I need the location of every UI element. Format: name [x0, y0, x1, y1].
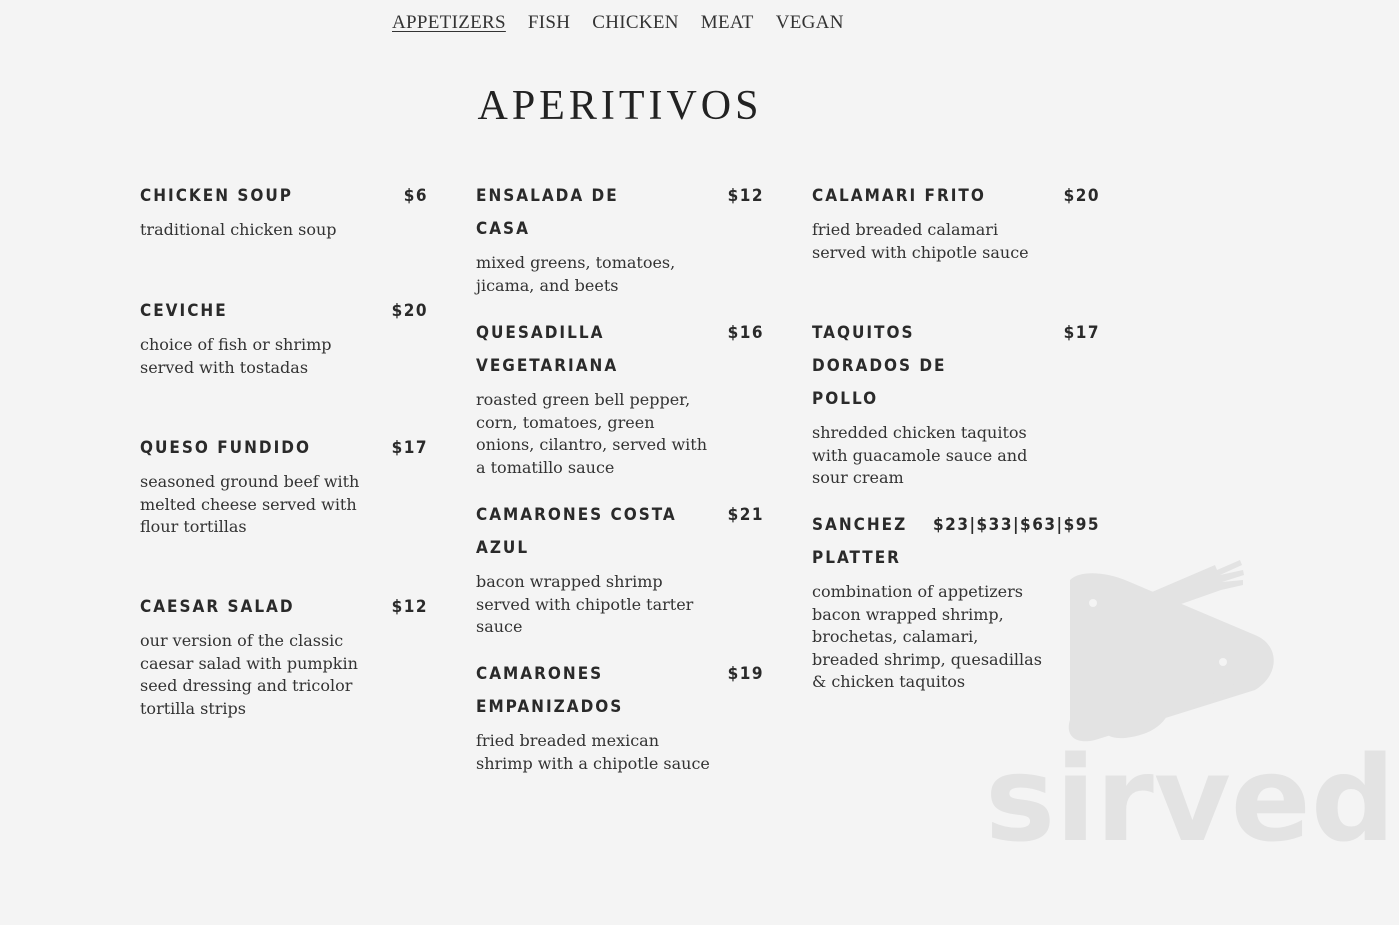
item-price: $17	[1063, 323, 1100, 343]
item-name: ENSALADA DE CASA	[476, 186, 619, 239]
item-price: $6	[403, 186, 428, 206]
item-name: CEVICHE	[140, 301, 228, 321]
item-price: $23|$33|$63|$95	[933, 515, 1100, 535]
item-name: CALAMARI FRITO	[812, 186, 986, 206]
item-price: $19	[727, 664, 764, 684]
menu-item	[140, 295, 428, 432]
item-description: fried breaded calamari served with chipotle sauce	[812, 220, 1029, 262]
menu-item	[812, 317, 1100, 509]
menu-item	[476, 180, 764, 317]
item-name: QUESO FUNDIDO	[140, 438, 311, 458]
item-description: seasoned ground beef with melted cheese served with flour tortillas	[140, 472, 360, 536]
section-title: APERITIVOS	[477, 83, 763, 129]
menu-item	[476, 658, 764, 775]
item-description: choice of fish or shrimp served with tostadas	[140, 335, 332, 377]
item-description: shredded chicken taquitos with guacamole sauce and sour cream	[812, 423, 1028, 487]
item-price: $12	[727, 186, 764, 206]
nav-meat[interactable]: MEAT	[700, 12, 754, 33]
item-name: CAMARONES COSTA AZUL	[476, 505, 677, 558]
menu-column-1	[140, 180, 428, 720]
nav-vegan[interactable]: VEGAN	[775, 12, 844, 33]
watermark-text: sirved	[985, 730, 1396, 868]
item-name: CHICKEN SOUP	[140, 186, 293, 206]
menu-item	[476, 499, 764, 658]
menu-item	[140, 591, 428, 720]
menu-column-2	[476, 180, 764, 775]
item-price: $21	[727, 505, 764, 525]
item-description: our version of the classic caesar salad with pumpkin seed dressing and tricolor tortilla strips	[140, 631, 358, 718]
item-price: $16	[727, 323, 764, 343]
menu-item	[140, 432, 428, 591]
item-name: TAQUITOS DORADOS DE POLLO	[812, 323, 947, 409]
item-price: $20	[391, 301, 428, 321]
item-price: $20	[1063, 186, 1100, 206]
item-name: QUESADILLA VEGETARIANA	[476, 323, 619, 376]
sirved-watermark	[985, 540, 1396, 868]
item-name: CAMARONES EMPANIZADOS	[476, 664, 624, 717]
item-description: fried breaded mexican shrimp with a chipotle sauce	[476, 731, 710, 773]
item-description: bacon wrapped shrimp served with chipotle tarter sauce	[476, 572, 694, 636]
nav-chicken[interactable]: CHICKEN	[592, 12, 679, 33]
nav-appetizers[interactable]: APPETIZERS	[392, 12, 506, 33]
item-description: mixed greens, tomatoes, jicama, and beets	[476, 253, 676, 295]
fork-spoon-knife-icon	[985, 540, 1396, 868]
item-name: SANCHEZ PLATTER	[812, 515, 908, 568]
item-price: $12	[391, 597, 428, 617]
item-description: traditional chicken soup	[140, 220, 337, 239]
menu-item	[812, 180, 1100, 317]
nav-fish[interactable]: FISH	[527, 12, 571, 33]
item-description: roasted green bell pepper, corn, tomatoes, green onions, cilantro, served with a tomatillo sauce	[476, 390, 708, 477]
menu-item	[476, 317, 764, 499]
menu-item	[140, 180, 428, 295]
item-price: $17	[391, 438, 428, 458]
category-nav	[392, 12, 844, 34]
item-description: combination of appetizers bacon wrapped shrimp, brochetas, calamari, breaded shrimp, quesadillas & chicken taquitos	[812, 582, 1042, 691]
item-name: CAESAR SALAD	[140, 597, 295, 617]
